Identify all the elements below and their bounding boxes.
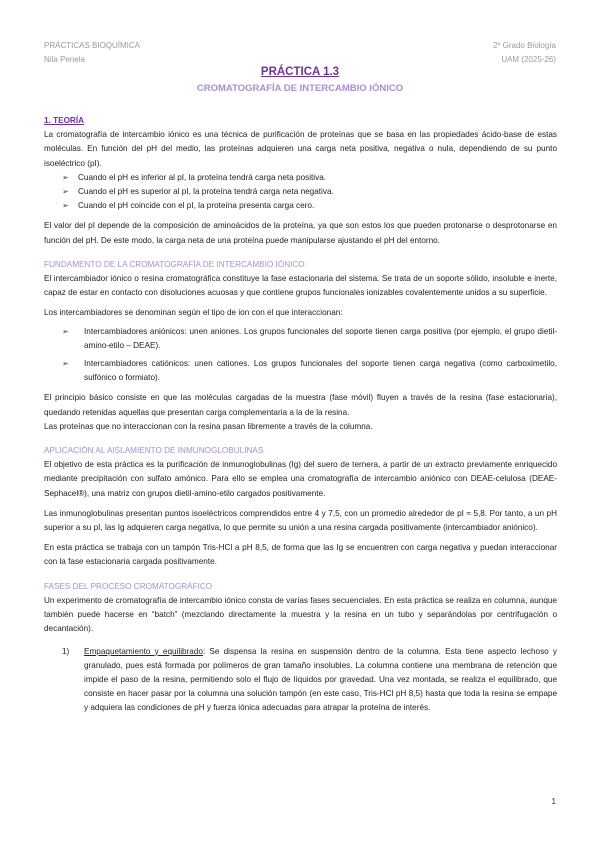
list-number: 1) xyxy=(62,646,70,656)
header-right xyxy=(493,39,556,67)
bullet-list-exchangers xyxy=(44,325,557,386)
document-body xyxy=(44,114,557,716)
header-course: PRÁCTICAS BIOQUÍMICA xyxy=(44,41,141,50)
list-item: ➢ Intercambiadores aniónicos: unen aniones. Los grupos funcionales del soporte tienen carga positiva (por ejemplo, el grupo dietil-amino-etilo – DEAE). xyxy=(62,326,557,350)
header-author: Nila Penela xyxy=(44,55,85,64)
list-item: ➢ Cuando el pH coincide con el pI, la proteína presenta carga cero. xyxy=(62,199,557,213)
paragraph: El objetivo de esta práctica es la purificación de inmunoglobulinas (Ig) del suero de ternera, a partir de un extracto previamente enriquecido mediante precipitación con sulfato amónico. Para ello se emplea una cromatografía de intercambio aniónico con DEAE-celulosa (DEAE-Sephacel®), una matriz con grupos dietil-amino-etilo cargados positivamente. xyxy=(44,460,557,498)
paragraph: Los intercambiadores se denominan según el tipo de ion con el que interaccionan: xyxy=(44,308,343,318)
numbered-list-phases xyxy=(44,645,557,716)
arrow-bullet-icon: ➢ xyxy=(62,326,69,336)
page-number: 1 xyxy=(551,797,556,806)
section-heading-teoria: 1. TEORÍA xyxy=(44,116,85,125)
paragraph: En esta práctica se trabaja con un tampón Tris-HCl a pH 8,5, de forma que las Ig se encuentren con carga negativa y puedan interaccionar con la fase estacionaria cargada positivamente. xyxy=(44,543,557,567)
section-heading-fundamento: FUNDAMENTO DE LA CROMATOGRAFÍA DE INTERCAMBIO IÓNICO xyxy=(44,259,305,269)
paragraph: Las inmunoglobulinas presentan puntos isoeléctricos comprendidos entre 4 y 7,5, con un promedio alrededor de pI ≈ 5,8. Por tanto, a un pH superior a su pI, las Ig adquieren carga negativa, lo que permite su unión a una resina cargada positivamente (intercambiador aniónico). xyxy=(44,508,557,533)
header-degree: 2º Grado Biología xyxy=(493,41,556,50)
page-title: PRÁCTICA 1.3 xyxy=(260,66,340,78)
arrow-bullet-icon: ➢ xyxy=(62,359,69,369)
arrow-bullet-icon: ➢ xyxy=(62,172,69,182)
list-item xyxy=(62,645,557,716)
phase-description: : Se dispensa la resina en suspensión dentro de la columna. Esta tiene aspecto lechoso y granulado, pues está formada por polímeros de gran tamaño insolubles. La columna contiene una membrana de retención que impide el paso de la resina, permitiendo solo el flujo de líquidos por gravedad. Una vez montada, se realiza el equilibrado, que consiste en hacer pasar por la columna una solución tampón (en este caso, Tris-HCl pH 8,5) hasta que toda la resina se empape y adquiera las condiciones de pH y fuerza iónica adecuadas para atrapar la proteína de interés. xyxy=(84,646,557,713)
paragraph: El principio básico consiste en que las moléculas cargadas de la muestra (fase móvil) fluyen a través de la resina (fase estacionaria), quedando retenidas aquellas que presentan carga complementaria a la de la resina. xyxy=(44,393,557,417)
phase-term: Empaquetamiento y equilibrado xyxy=(84,646,203,656)
arrow-bullet-icon: ➢ xyxy=(62,201,69,211)
header-left xyxy=(44,39,140,67)
paragraph: La cromatografía de intercambio iónico es una técnica de purificación de proteínas que se basa en las propiedades ácido-base de estas moléculas. En función del pH del medio, las proteínas adquieren una carga neta positiva, negativa o nula, dependiendo de su punto isoeléctrico (pI). xyxy=(44,130,557,168)
list-item: ➢ Cuando el pH es superior al pI, la proteína tendrá carga neta negativa. xyxy=(62,185,557,199)
list-item: ➢ Cuando el pH es inferior al pI, la proteína tendrá carga neta positiva. xyxy=(62,171,557,185)
bullet-list-charge xyxy=(44,171,557,214)
paragraph: Un experimento de cromatografía de intercambio iónico consta de varias fases secuenciales. En esta práctica se realiza en columna, aunque también puede hacerse en “batch” (mezclando directamente la muestra y la resina en un tubo y separándolas por centrifugación o decantación). xyxy=(44,595,557,634)
list-item: ➢ Intercambiadores catiónicos: unen cationes. Los grupos funcionales del soporte tienen carga negativa (como carboximetilo, sulfónico o formiato). xyxy=(62,359,557,383)
arrow-bullet-icon: ➢ xyxy=(62,187,69,197)
paragraph: El valor del pI depende de la composición de aminoácidos de la proteína, ya que son estos los que pueden protonarse o desprotonarse en función del pH. De este modo, la carga neta de una proteína puede manipularse ajustando el pH del entorno. xyxy=(44,221,557,245)
paragraph: El intercambiador iónico o resina cromatográfica constituye la fase estacionaria del sistema. Se trata de un soporte sólido, insoluble e inerte, capaz de estar en contacto con disoluciones acuosas y que contiene grupos funcionales ionizables covalentemente unidos a su superficie. xyxy=(44,274,557,298)
page-subtitle: CROMATOGRAFÍA DE INTERCAMBIO IÓNICO xyxy=(196,83,404,94)
header-university: UAM (2025-26) xyxy=(501,55,556,64)
section-heading-aplicacion: APLICACIÓN AL AISLAMIENTO DE INMUNOGLOBULINAS xyxy=(44,446,264,456)
paragraph: Las proteínas que no interaccionan con la resina pasan libremente a través de la columna. xyxy=(44,421,373,431)
section-heading-fases: FASES DEL PROCESO CROMATOGRÁFICO xyxy=(44,581,213,591)
